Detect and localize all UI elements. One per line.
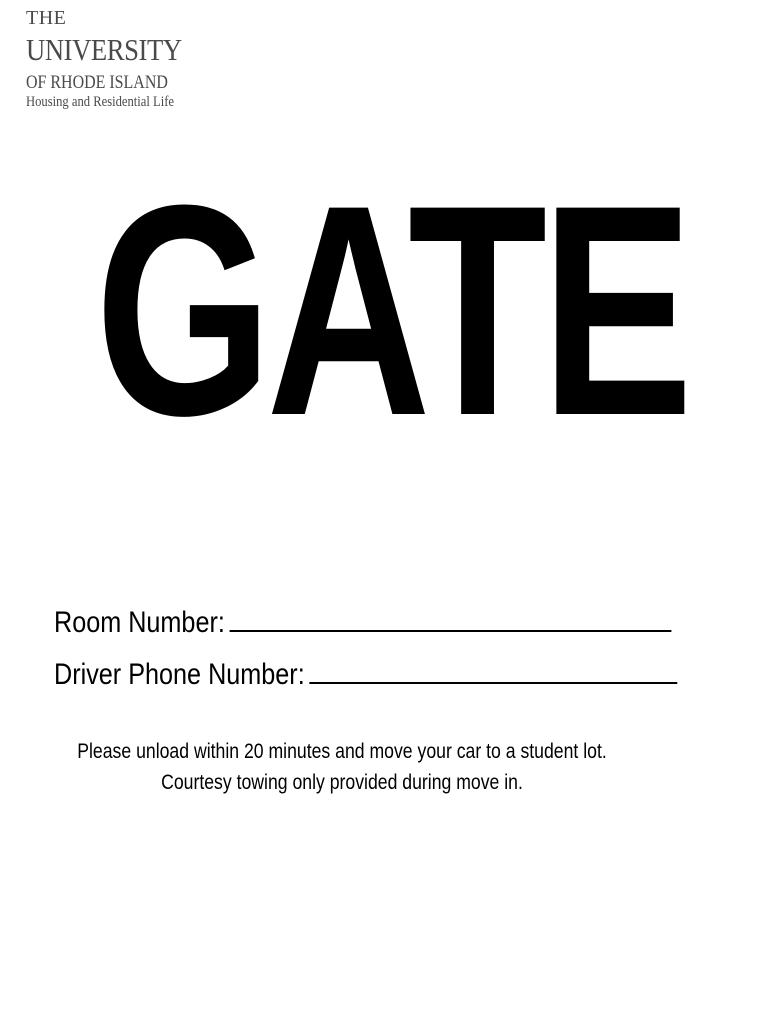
driver-phone-field <box>54 660 678 690</box>
room-number-label: Room Number: <box>54 606 225 639</box>
driver-phone-blank-line <box>310 660 678 684</box>
logo-rhode-island-text: OF RHODE ISLAND <box>26 72 168 93</box>
department-name: Housing and Residential Life <box>26 94 175 110</box>
gate-title: GATE <box>95 142 688 478</box>
instruction-line-1: Please unload within 20 minutes and move your car to a student lot. <box>77 740 607 763</box>
logo-university-text: UNIVERSITY <box>26 32 182 67</box>
room-number-field <box>54 608 672 638</box>
university-logo <box>26 8 207 110</box>
room-number-blank-line <box>230 608 672 632</box>
instructions <box>0 736 684 798</box>
instruction-line-2: Courtesy towing only provided during move in. <box>161 771 523 794</box>
logo-the-text: THE <box>26 7 67 29</box>
driver-phone-label: Driver Phone Number: <box>54 658 305 691</box>
